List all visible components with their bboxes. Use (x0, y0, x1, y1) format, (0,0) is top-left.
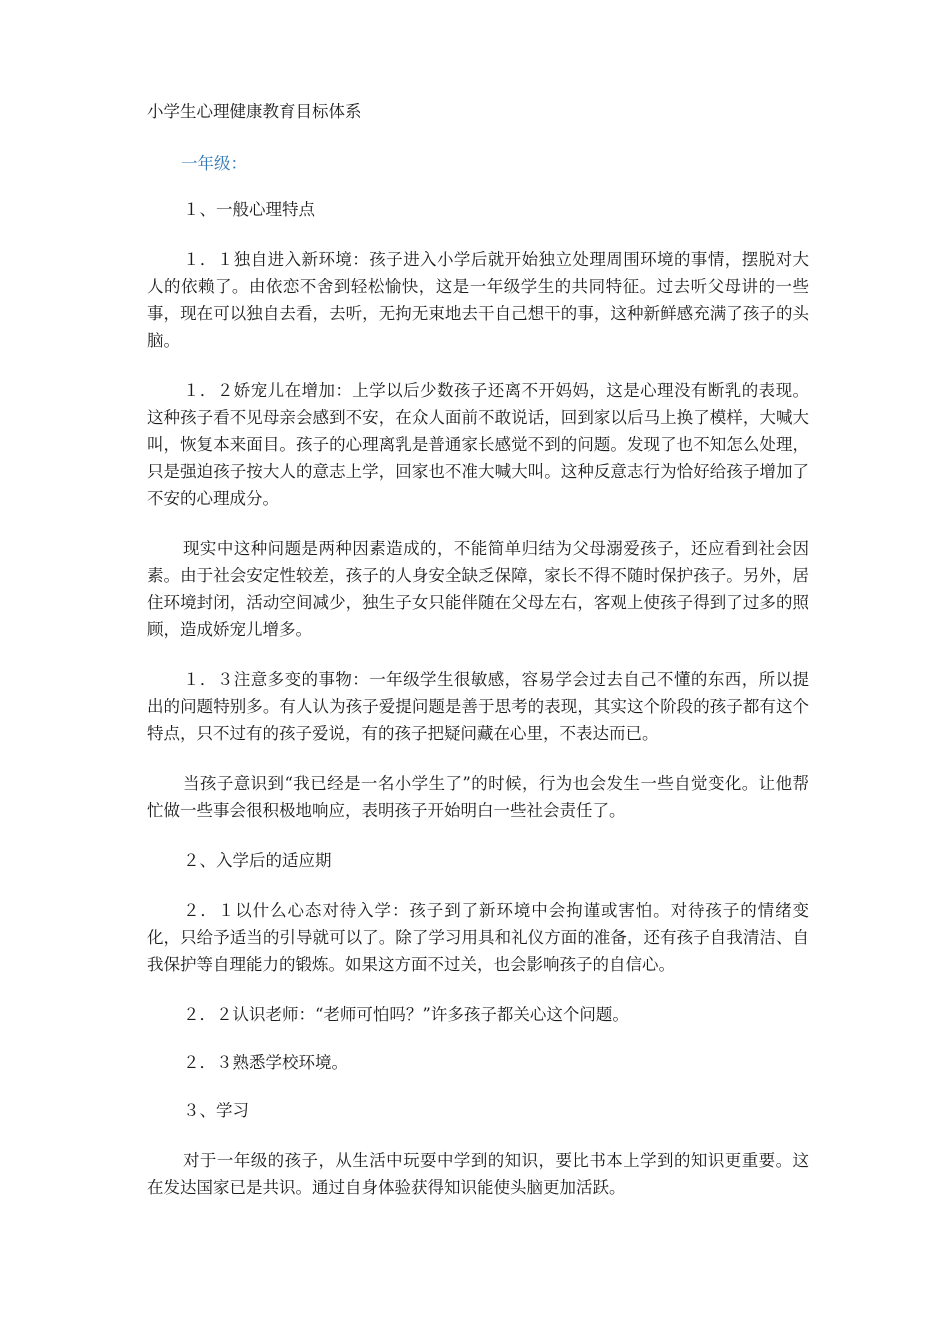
paragraph-social-responsibility: 当孩子意识到“我已经是一名小学生了”的时候，行为也会发生一些自觉变化。让他帮忙做一些事会很积极地响应，表明孩子开始明白一些社会责任了。 (147, 774, 809, 820)
paragraph-learning-through-play: 对于一年级的孩子，从生活中玩耍中学到的知识，要比书本上学到的知识更重要。这在发达国家已是共识。通过自身体验获得知识能使头脑更加活跃。 (147, 1151, 809, 1197)
section-heading-learning: ３、学习 (183, 1101, 249, 1120)
paragraph-social-factors: 现实中这种问题是两种因素造成的，不能简单归结为父母溺爱孩子，还应看到社会因素。由于社会安定性较差，孩子的人身安全缺乏保障，家长不得不随时保护孩子。另外，居住环境封闭，活动空间减少，独生子女只能伴随在父母左右，客观上使孩子得到了过多的照顾，造成娇宠儿增多。 (147, 539, 809, 639)
section-heading-general-traits: １、一般心理特点 (183, 200, 315, 219)
paragraph-new-environment: １．１独自进入新环境：孩子进入小学后就开始独立处理周围环境的事情，摆脱对大人的依赖了。由依恋不舍到轻松愉快，这是一年级学生的共同特征。过去听父母讲的一些事，现在可以独自去看，去听，无拘无束地去干自己想干的事，这种新鲜感充满了孩子的头脑。 (147, 250, 809, 350)
grade-heading: 一年级： (181, 154, 247, 173)
paragraph-school-environment: ２．３熟悉学校环境。 (183, 1053, 348, 1072)
paragraph-meet-teacher: ２．２认识老师：“老师可怕吗？”许多孩子都关心这个问题。 (183, 1005, 629, 1024)
section-heading-adaptation: ２、入学后的适应期 (183, 851, 332, 870)
paragraph-attitude-to-school: ２．１以什么心态对待入学：孩子到了新环境中会拘谨或害怕。对待孩子的情绪变化，只给予适当的引导就可以了。除了学习用具和礼仪方面的准备，还有孩子自我清洁、自我保护等自理能力的锻炼。如果这方面不过关，也会影响孩子的自信心。 (147, 901, 809, 974)
document-body (147, 98, 809, 1224)
paragraph-pampered-children: １．２娇宠儿在增加：上学以后少数孩子还离不开妈妈，这是心理没有断乳的表现。这种孩子看不见母亲会感到不安，在众人面前不敢说话，回到家以后马上换了模样，大喊大叫，恢复本来面目。孩子的心理离乳是普通家长感觉不到的问题。发现了也不知怎么处理，只是强迫孩子按大人的意志上学，回家也不准大喊大叫。这种反意志行为恰好给孩子增加了不安的心理成分。 (147, 381, 809, 508)
document-title: 小学生心理健康教育目标体系 (147, 102, 362, 121)
paragraph-changing-things: １．３注意多变的事物：一年级学生很敏感，容易学会过去自己不懂的东西，所以提出的问题特别多。有人认为孩子爱提问题是善于思考的表现，其实这个阶段的孩子都有这个特点，只不过有的孩子爱说，有的孩子把疑问藏在心里，不表达而已。 (147, 670, 809, 743)
